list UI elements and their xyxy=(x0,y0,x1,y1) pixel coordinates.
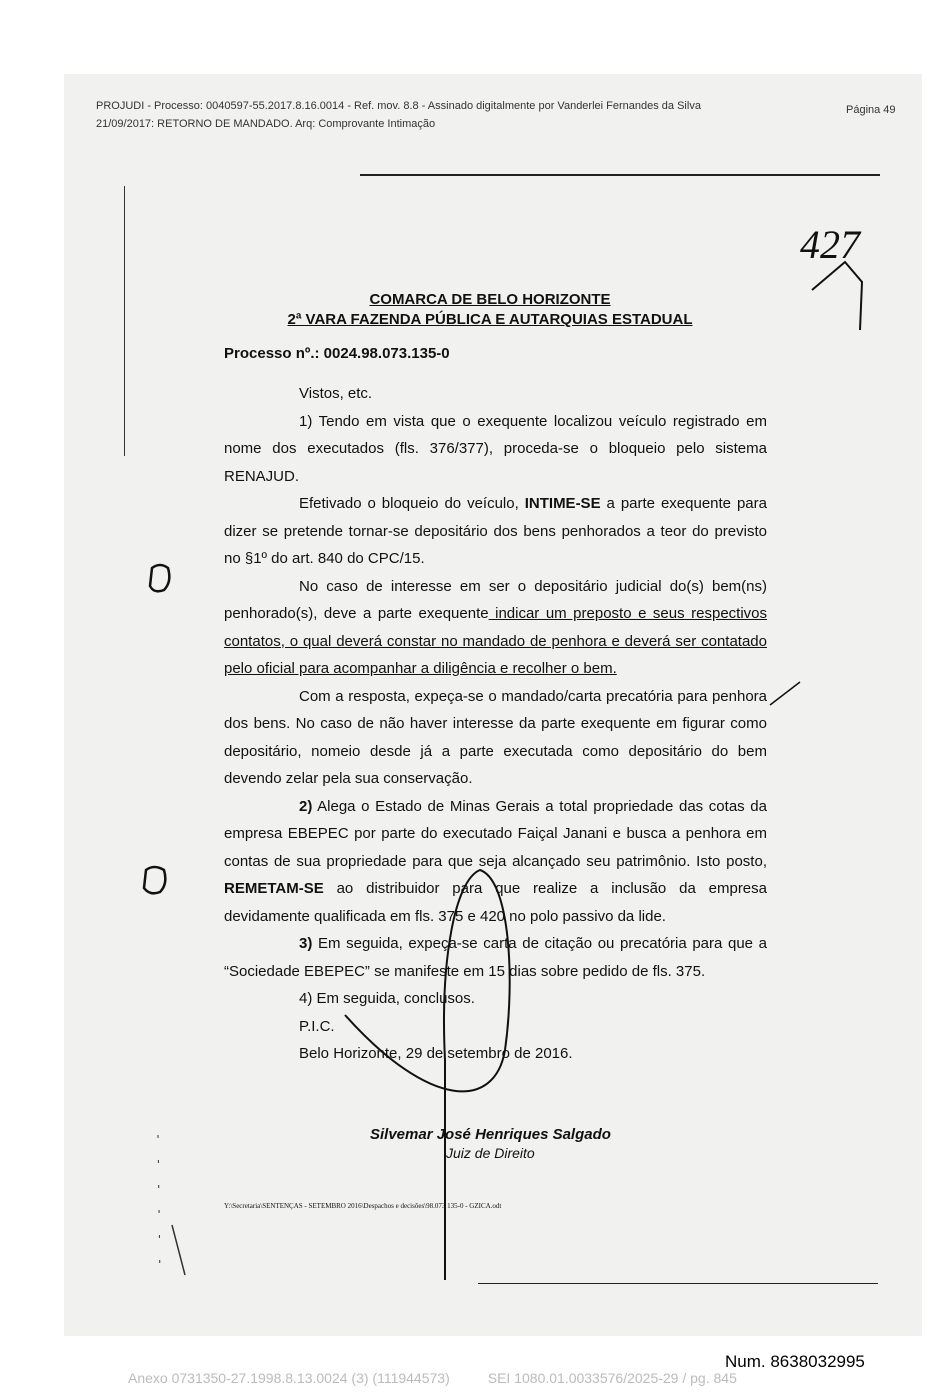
file-path: Y:\Secretaria\SENTENÇAS - SETEMBRO 2016\Despachos e decisões\98.073 135-0 - GZICA.odt xyxy=(224,1202,502,1210)
header-line-2: 21/09/2017: RETORNO DE MANDADO. Arq: Comprovante Intimação xyxy=(96,118,436,130)
folio-flourish xyxy=(812,262,862,330)
paragraph-5: 2) Alega o Estado de Minas Gerais a total propriedade das cotas da empresa EBEPEC por parte do executado Faiçal Janani e busca a penhora em contas de sua propriedade para que seja alcançado seu patrimônio. Isto posto, REMETAM-SE ao distribuidor para que realize a inclusão da empresa devidamente qualificada em fls. 375 e 420 no polo passivo da lide. xyxy=(224,797,767,925)
signature-stroke xyxy=(345,870,510,1280)
margin-dots xyxy=(158,1135,160,1280)
document-id-stamp: Num. 8638032995 xyxy=(725,1352,865,1371)
margin-stroke xyxy=(172,1225,185,1275)
vistos: Vistos, etc. xyxy=(299,385,373,402)
folio-number: 427 xyxy=(800,222,860,267)
footer-sei: SEI 1080.01.0033576/2025-29 / pg. 845 xyxy=(487,1370,737,1386)
paragraph-4: Com a resposta, expeça-se o mandado/carta precatória para penhora dos bens. No caso de não haver interesse da parte exequente em figurar como depositário, nomeio desde já a parte executada como depositário do bem devendo zelar pela sua conservação. xyxy=(224,687,767,787)
process-number: Processo nº.: 0024.98.073.135-0 xyxy=(224,345,450,362)
paragraph-7: 4) Em seguida, conclusos. xyxy=(299,990,475,1007)
footer xyxy=(128,1370,775,1386)
court-division: 2ª VARA FAZENDA PÚBLICA E AUTARQUIAS ESTADUAL xyxy=(287,311,693,328)
paragraph-6: 3) Em seguida, expeça-se carta de citação ou precatória para que a “Sociedade EBEPEC” se manifeste em 15 dias sobre pedido de fls. 375. xyxy=(224,935,767,980)
judge-role: Juiz de Direito xyxy=(446,1145,535,1161)
date-line: Belo Horizonte, 29 de setembro de 2016. xyxy=(299,1045,573,1062)
check-mark xyxy=(770,682,800,705)
page-number: Página 49 xyxy=(846,104,896,116)
footer-annex: Anexo 0731350-27.1998.8.13.0024 (3) (111944573) xyxy=(128,1370,450,1386)
paragraph-1: 1) Tendo em vista que o exequente localizou veículo registrado em nome dos executados (fls. 376/377), proceda-se o bloqueio pelo sistema RENAJUD. xyxy=(224,412,767,485)
paragraph-3: No caso de interesse em ser o depositário judicial do(s) bem(ns) penhorado(s), deve a parte exequente indicar um preposto e seus respectivos contatos, o qual deverá constar no mandado de penhora e deverá ser contatado pelo oficial para acompanhar a diligência e recolher o bem. xyxy=(224,577,767,677)
pic: P.I.C. xyxy=(299,1017,335,1035)
punch-mark-bottom xyxy=(144,867,165,893)
paragraph-2: Efetivado o bloqueio do veículo, INTIME-SE a parte exequente para dizer se pretende tornar-se depositário dos bens penhorados a teor do previsto no §1º do art. 840 do CPC/15. xyxy=(224,495,767,567)
header-line-1: PROJUDI - Processo: 0040597-55.2017.8.16.0014 - Ref. mov. 8.8 - Assinado digitalmente por Vanderlei Fernandes da Silva xyxy=(96,100,701,112)
court-name: COMARCA DE BELO HORIZONTE xyxy=(369,291,611,308)
punch-mark-top xyxy=(150,565,169,591)
judge-name: Silvemar José Henriques Salgado xyxy=(370,1126,611,1143)
